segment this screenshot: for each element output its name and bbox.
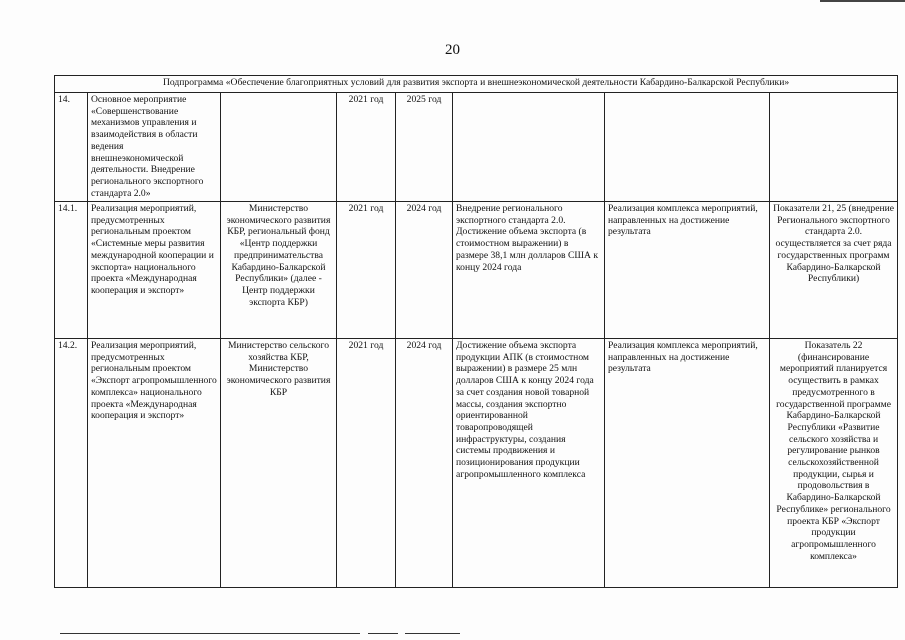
expected-result: Внедрение регионального экспортного стандарта 2.0. Достижение объема экспорта (в стоимостном выражении) в размере 38,1 млн долларов США к концу 2024 года (453, 202, 605, 339)
footer-scan-line (60, 633, 360, 634)
top-margin-mark (820, 0, 905, 2)
end-year: 2024 год (396, 339, 453, 588)
start-year: 2021 год (337, 202, 396, 339)
table-row (55, 93, 898, 202)
end-year: 2025 год (396, 93, 453, 202)
indicator: Показатели 21, 25 (внедрение Регионального экспортного стандарта 2.0. осуществляется за счет ряда государственных программ Кабардино-Балкарской Республики) (770, 202, 898, 339)
result-link: Реализация комплекса мероприятий, направленных на достижение результата (605, 202, 770, 339)
start-year: 2021 год (337, 339, 396, 588)
indicator (770, 93, 898, 202)
expected-result: Достижение объема экспорта продукции АПК (в стоимостном выражении) в размере 25 млн долларов США к концу 2024 года за счет создания новой товарной массы, создания экспортно ориентированной товаропроводящей инфраструктуры, создания системы продвижения и позиционирования продукции агропромышленного комплекса (453, 339, 605, 588)
footer-scan-line (405, 633, 460, 634)
executor (221, 93, 337, 202)
table-row (55, 339, 898, 588)
subprogram-header-row (55, 76, 898, 93)
result-link: Реализация комплекса мероприятий, направленных на достижение результата (605, 339, 770, 588)
executor: Министерство сельского хозяйства КБР, Министерство экономического развития КБР (221, 339, 337, 588)
indicator: Показатель 22 (финансирование мероприятий планируется осуществить в рамках предусмотренного в государственной программе Кабардино-Балкарской Республики «Развитие сельского хозяйства и регулирование рынков сельскохозяйственной продукции, сырья и продовольствия в Кабардино-Балкарской Республике» регионального проекта КБР «Экспорт продукции агропромышленного комплекса» (770, 339, 898, 588)
measure-name: Реализация мероприятий, предусмотренных региональным проектом «Системные меры развития международной кооперации и экспорта» национального проекта «Международная кооперация и экспорт» (88, 202, 221, 339)
subprogram-table (54, 75, 898, 588)
row-number: 14. (55, 93, 88, 202)
end-year: 2024 год (396, 202, 453, 339)
footer-scan-line (368, 633, 398, 634)
table-row (55, 202, 898, 339)
measure-name: Реализация мероприятий, предусмотренных региональным проектом «Экспорт агропромышленного комплекса» национального проекта «Международная кооперация и экспорт» (88, 339, 221, 588)
row-number: 14.1. (55, 202, 88, 339)
measure-name: Основное мероприятие «Совершенствование механизмов управления и взаимодействия в области ведения внешнеэкономической деятельности. Внедрение регионального экспортного стандарта 2.0» (88, 93, 221, 202)
start-year: 2021 год (337, 93, 396, 202)
executor: Министерство экономического развития КБР, региональный фонд «Центр поддержки предпринимательства Кабардино-Балкарской Республики» (далее - Центр поддержки экспорта КБР) (221, 202, 337, 339)
row-number: 14.2. (55, 339, 88, 588)
subprogram-title: Подпрограмма «Обеспечение благоприятных условий для развития экспорта и внешнеэкономической деятельности Кабардино-Балкарской Республики» (55, 76, 898, 93)
expected-result (453, 93, 605, 202)
result-link (605, 93, 770, 202)
page-number: 20 (445, 42, 460, 58)
